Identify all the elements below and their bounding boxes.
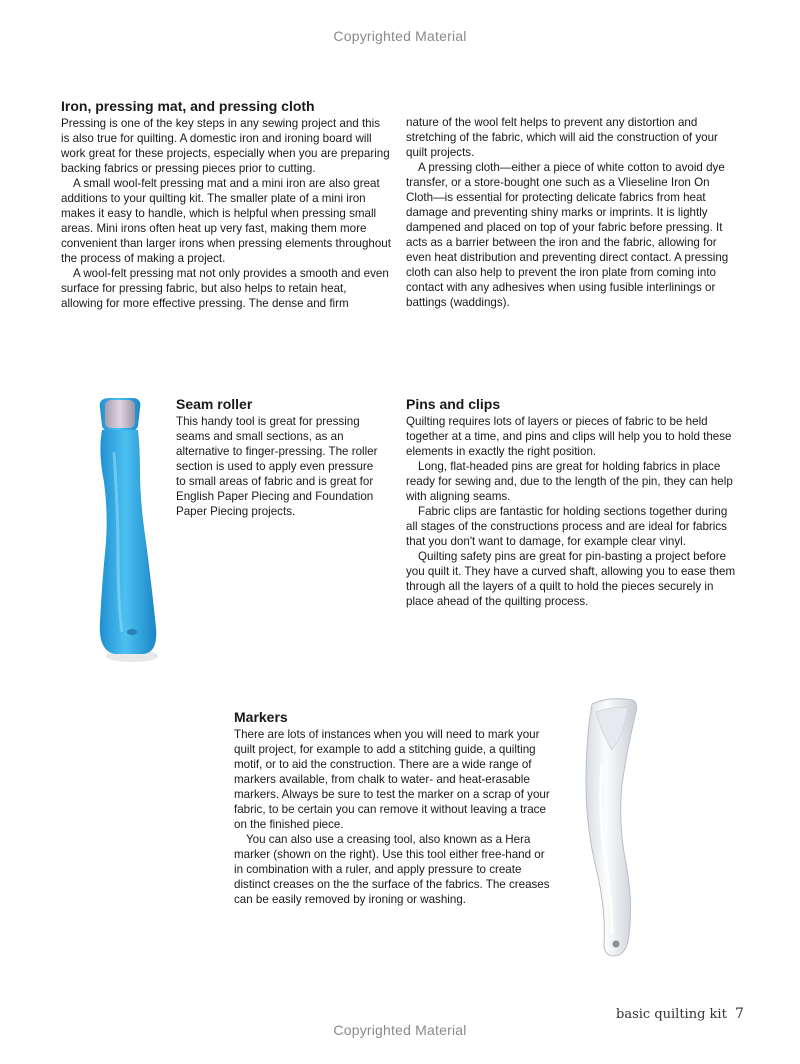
markers-paragraph-1: There are lots of instances when you will need to mark your quilt project, for example to add a stitching guide, a quilting motif, or to aid the construction. There are a wide range of markers available, from chalk to water- and heat-erasable markers. Always be sure to test the marker on a scrap of your fabric, to be certain you can remove it without leaving a trace on the finished piece. — [234, 728, 550, 831]
pins-section — [406, 396, 736, 609]
pins-paragraph-2: Long, flat-headed pins are great for holding fabrics in place ready for sewing and, due to the length of the pin, they can help with aligning seams. — [406, 460, 733, 503]
iron-section-title: Iron, pressing mat, and pressing cloth — [61, 98, 315, 114]
markers-paragraph-2: You can also use a creasing tool, also known as a Hera marker (shown on the right). Use this tool either free-hand or in combination with a ruler, and apply pressure to create distinct creases on the the surface of the fabrics. The creases can be easily removed by ironing or washing. — [234, 833, 550, 906]
markers-section — [234, 709, 556, 907]
seam-roller-image — [88, 392, 168, 664]
watermark-bottom: Copyrighted Material — [333, 1022, 467, 1038]
pins-paragraph-4: Quilting safety pins are great for pin-basting a project before you quilt it. They have a curved shaft, allowing you to ease them through all the layers of a quilt to hold the pieces securely in place ahead of the quilting process. — [406, 550, 736, 608]
pins-paragraph-1: Quilting requires lots of layers or pieces of fabric to be held together at a time, and pins and clips will help you to hold these elements in exactly the right position. — [406, 415, 732, 458]
seam-roller-section — [176, 396, 386, 519]
iron-paragraph-4: nature of the wool felt helps to prevent any distortion and stretching of the fabric, which will aid the construction of your quilt projects. — [406, 116, 718, 159]
page-number: 7 — [734, 1006, 744, 1022]
footer-section-name: basic quilting kit — [616, 1007, 727, 1022]
markers-title: Markers — [234, 709, 288, 725]
iron-paragraph-3: A wool-felt pressing mat not only provides a smooth and even surface for pressing fabric, but also helps to retain heat, allowing for more effective pressing. The dense and firm — [61, 267, 389, 310]
page-footer — [616, 1006, 744, 1022]
iron-paragraph-5: A pressing cloth—either a piece of white cotton to avoid dye transfer, or a store-bought one such as a Vlieseline Iron On Cloth—is essential for protecting delicate fabrics from heat damage and preventing shiny marks or imprints. It is lightly dampened and placed on top of your fabric before pressing. It acts as a barrier between the iron and the fabric, allowing for even heat distribution and preventing direct contact. A pressing cloth can also help to prevent the iron plate from coming into contact with any adhesives when using fusible interlinings or battings (waddings). — [406, 161, 729, 309]
iron-paragraph-2: A small wool-felt pressing mat and a mini iron are also great additions to your quilting kit. The smaller plate of a mini iron makes it easy to handle, which is helpful when pressing small areas. Mini irons often heat up very fast, making them more convenient than larger irons when pressing elements throughout the process of making a project. — [61, 177, 391, 265]
hera-marker-image — [566, 694, 656, 962]
seam-roller-title: Seam roller — [176, 396, 253, 412]
iron-section-col2 — [406, 115, 736, 310]
pins-paragraph-3: Fabric clips are fantastic for holding sections together during all stages of the constructions process and are ideal for fabrics that you don't want to damage, for example clear vinyl. — [406, 505, 728, 548]
pins-title: Pins and clips — [406, 396, 501, 412]
iron-paragraph-1: Pressing is one of the key steps in any sewing project and this is also true for quilting. A domestic iron and ironing board will work great for these projects, especially when you are preparing backing fabrics or pressing pieces prior to cutting. — [61, 117, 390, 175]
watermark-top: Copyrighted Material — [333, 28, 467, 44]
seam-roller-paragraph: This handy tool is great for pressing seams and small sections, as an alternative to finger-pressing. The roller section is used to apply even pressure to small areas of fabric and is great for English Paper Piecing and Foundation Paper Piecing projects. — [176, 415, 378, 518]
iron-section-col1 — [61, 98, 391, 311]
